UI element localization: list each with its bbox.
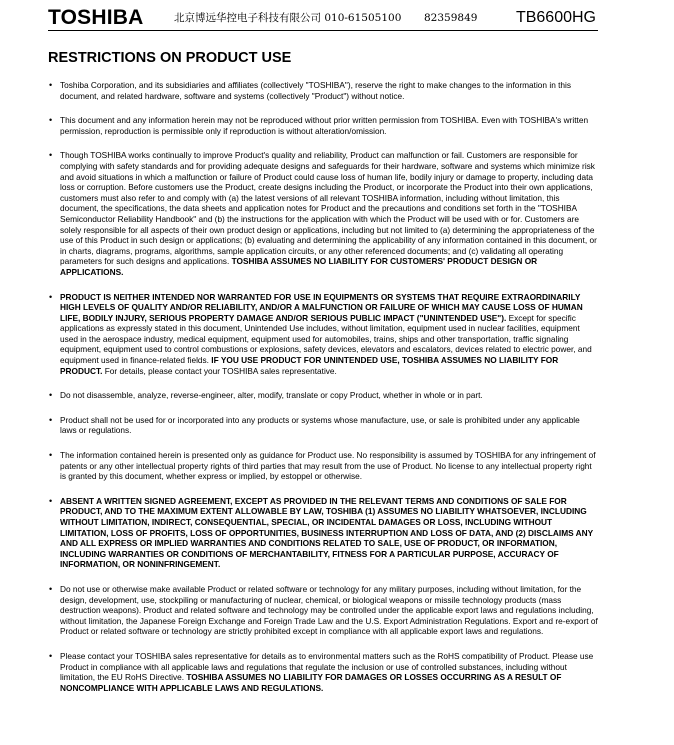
item-text: Toshiba Corporation, and its subsidiaries and affiliates (collectively "TOSHIBA"), reserve the right to make changes to the information in this document, and related hardware, software and systems (collectively "Product") without notice. — [60, 80, 572, 101]
item-text: Do not use or otherwise make available Product or related software or technology for any military purposes, including without limitation, for the design, development, use, stockpiling or manufacturing of nuclear, chemical, or biological weapons or missile technology products (mass destruction weapons). Product and related software and technology may be controlled under the applicable export laws and regulations including, without limitation, the Japanese Foreign Exchange and Foreign Trade Law and the U.S. Export Administration Regulations. Export and re-export of Product or related software or technology are strictly prohibited except in compliance with all applicable export laws and regulations. — [60, 583, 598, 637]
item-bold-text: TOSHIBA ASSUMES NO LIABILITY FOR CUSTOMERS' PRODUCT DESIGN OR APPLICATIONS. — [60, 256, 538, 277]
item-bold-text: IF YOU USE PRODUCT FOR UNINTENDED USE, TOSHIBA ASSUMES NO LIABILITY FOR PRODUCT. — [60, 355, 559, 376]
item-text: Except for specific applications as expressly stated in this document, Unintended Use includes, without limitation, equipment used in nuclear facilities, equipment used in the aerospace industry, medical equipment, equipment used for automobiles, trains, ships and other transportation, traffic signaling equipment, equipment used to control combustions or explosions, safety devices, elevators and escalators, devices related to electric power, and equipment used in finance-related fields. — [60, 312, 592, 366]
company-phone-2: 82359849 — [424, 12, 478, 24]
list-item — [48, 584, 598, 637]
item-bold-lead: PRODUCT IS NEITHER INTENDED NOR WARRANTED FOR USE IN EQUIPMENTS OR SYSTEMS THAT REQUIRE EXTRAORDINARILY HIGH LEVELS OF QUALITY AND/OR RELIABILITY, AND/OR A MALFUNCTION OR FAILURE OF WHICH MAY CAUSE LOSS OF HUMAN LIFE, BODILY INJURY, SERIOUS PROPERTY DAMAGE AND/OR SERIOUS PUBLIC IMPACT ("UNINTENDED USE"). — [60, 291, 583, 323]
list-item — [48, 292, 598, 377]
list-item — [48, 415, 598, 436]
item-text: Do not disassemble, analyze, reverse-engineer, alter, modify, translate or copy Product, whether in whole or in part. — [60, 390, 483, 401]
part-number: TB6600HG — [515, 9, 596, 26]
list-item — [48, 651, 598, 693]
list-item — [48, 115, 598, 136]
item-text: The information contained herein is presented only as guidance for Product use. No responsibility is assumed by TOSHIBA for any infringement of patents or any other intellectual property rights of third parties that may result from the use of Product. No license to any intellectual property right is granted by this document, whether express or implied, by estoppel or otherwise. — [60, 450, 596, 482]
restrictions-list — [48, 80, 598, 693]
item-text: Product shall not be used for or incorporated into any products or systems whose manufacture, use, or sale is prohibited under any applicable laws or regulations. — [60, 414, 580, 436]
toshiba-logo: TOSHIBA — [48, 6, 144, 29]
item-text: Please contact your TOSHIBA sales representative for details as to environmental matters such as the RoHS compatibility of Product. Please use Product in compliance with all applicable laws and regulations that regulate the inclusion or use of controlled substances, including without limitation, the EU RoHS Directive. — [60, 650, 594, 683]
page-title: RESTRICTIONS ON PRODUCT USE — [48, 50, 292, 66]
item-text: Though TOSHIBA works continually to improve Product's quality and reliability, Product can malfunction or fail. Customers are responsible for complying with safety standards and for providing adequate designs and safeguards for their hardware, software and systems which minimize risk and avoid situations in which a malfunction or failure of Product could cause loss of human life, bodily injury or damage to property, including data loss or corruption. Before customers use the Product, create designs including the Product, or incorporate the Product into their own applications, customers must also refer to and comply with (a) the latest versions of all relevant TOSHIBA information, including without limitation, this document, the specifications, the data sheets and application notes for Product and the precautions and conditions set forth in the "TOSHIBA Semiconductor Reliability Handbook" and (b) the instructions for the application with which the Product will be used with or for. Customers are solely responsible for all aspects of their own product design or applications, including but not limited to (a) determining the appropriateness of the use of this Product in such design or applications; (b) evaluating and determining the applicability of any information contained in this document, or in charts, diagrams, programs, algorithms, sample application circuits, or any other referenced documents; and (c) validating all operating parameters for such designs and applications. — [60, 150, 597, 267]
list-item — [48, 150, 598, 277]
item-text: This document and any information herein may not be reproduced without prior written permission from TOSHIBA. Even with TOSHIBA's written permission, reproduction is permissible only if reproduction is without alteration/omission. — [60, 115, 589, 136]
list-item — [48, 390, 598, 401]
item-bold-text: TOSHIBA ASSUMES NO LIABILITY FOR DAMAGES OR LOSSES OCCURRING AS A RESULT OF NONCOMPLIANCE WITH APPLICABLE LAWS AND REGULATIONS. — [60, 672, 562, 693]
item-tail-text: For details, please contact your TOSHIBA sales representative. — [104, 365, 337, 376]
company-contact: 北京博远华控电子科技有限公司 010-61505100 — [174, 12, 402, 24]
list-item — [48, 496, 598, 570]
list-item — [48, 450, 598, 482]
list-item — [48, 80, 598, 101]
page-header — [48, 6, 598, 31]
item-bold-lead: ABSENT A WRITTEN SIGNED AGREEMENT, EXCEPT AS PROVIDED IN THE RELEVANT TERMS AND CONDITIONS OF SALE FOR PRODUCT, AND TO THE MAXIMUM EXTENT ALLOWABLE BY LAW, TOSHIBA (1) ASSUMES NO LIABILITY WHATSOEVER, INCLUDING WITHOUT LIMITATION, INDIRECT, CONSEQUENTIAL, SPECIAL, OR INCIDENTAL DAMAGES OR LOSS, INCLUDING WITHOUT LIMITATION, LOSS OF PROFITS, LOSS OF OPPORTUNITIES, BUSINESS INTERRUPTION AND LOSS OF DATA, AND (2) DISCLAIMS ANY AND ALL EXPRESS OR IMPLIED WARRANTIES AND CONDITIONS RELATED TO SALE, USE OF PRODUCT, OR INFORMATION, INCLUDING WARRANTIES OR CONDITIONS OF MERCHANTABILITY, FITNESS FOR A PARTICULAR PURPOSE, ACCURACY OF INFORMATION, OR NONINFRINGEMENT. — [60, 495, 594, 570]
